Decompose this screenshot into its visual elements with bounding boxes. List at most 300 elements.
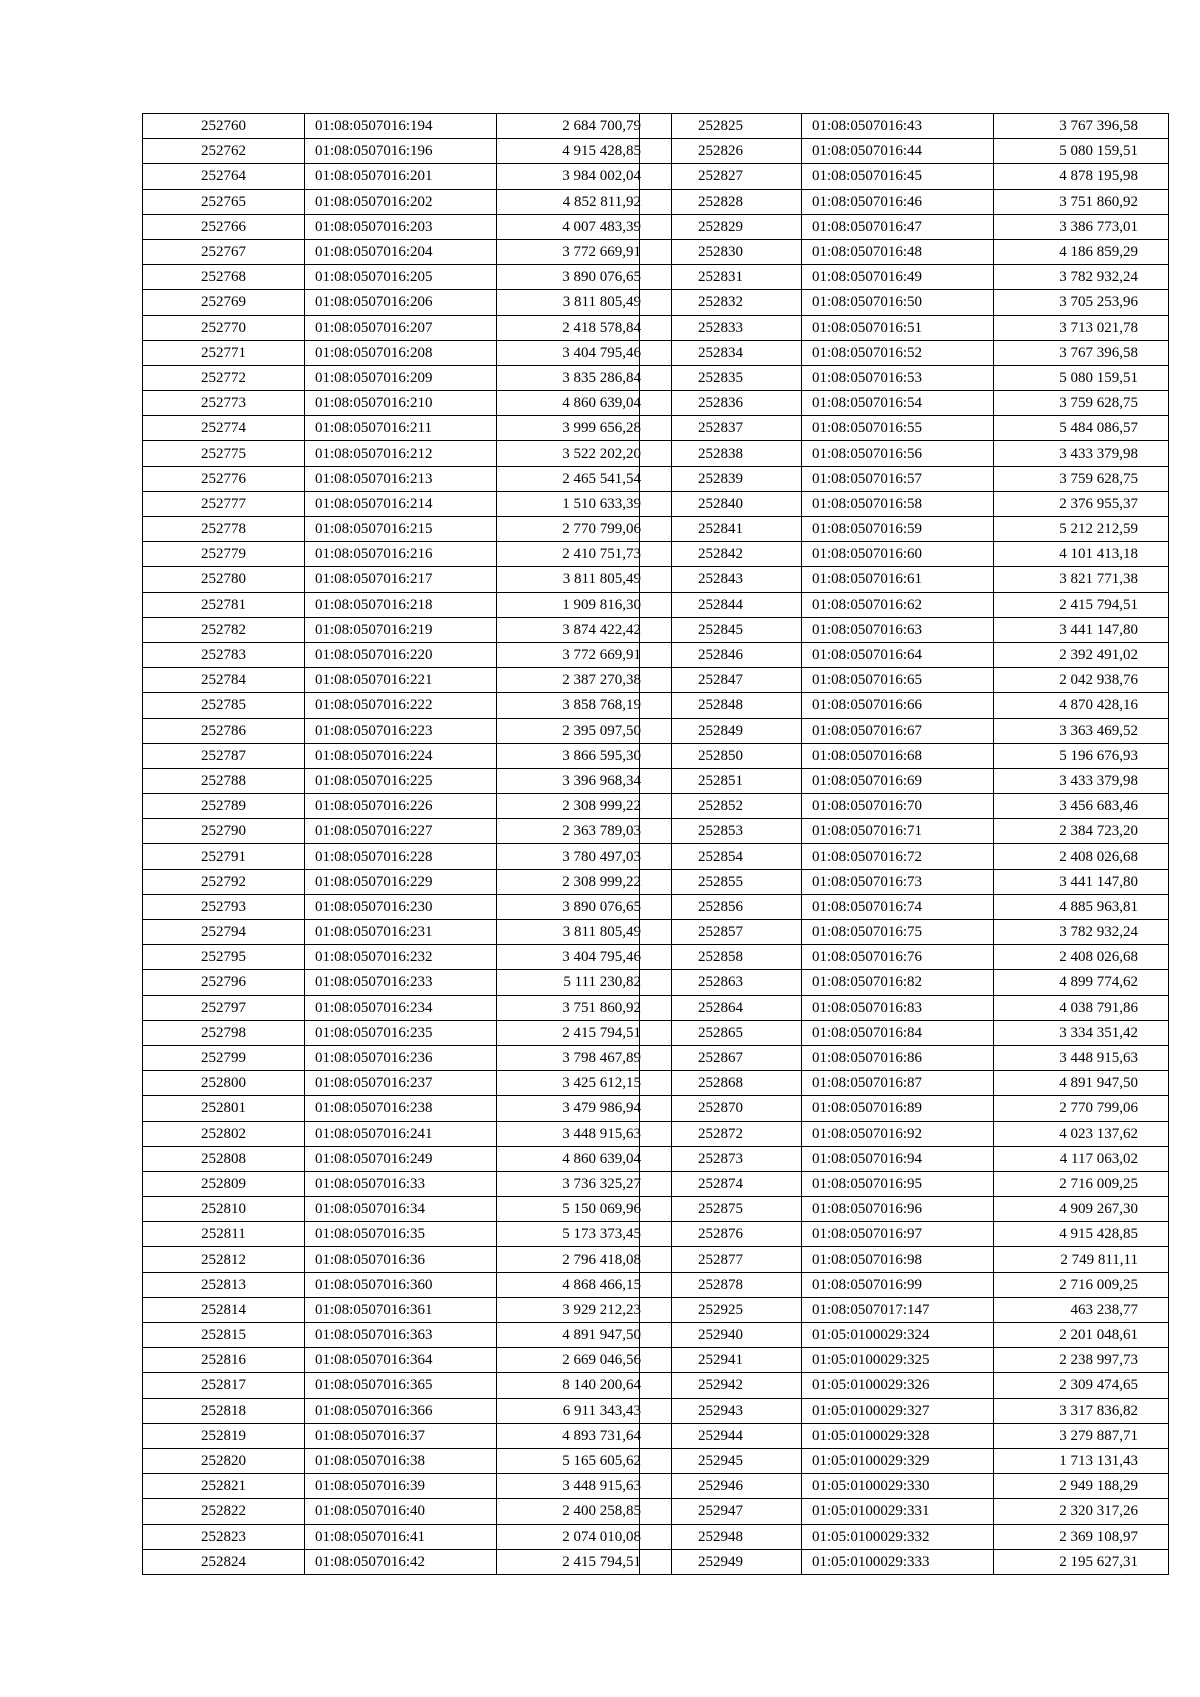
cadastral-number-cell: 01:08:0507016:46: [802, 189, 994, 214]
cadastral-number-cell: 01:08:0507016:47: [802, 214, 994, 239]
table-row: [143, 1272, 672, 1297]
cadastral-number-cell: 01:08:0507016:364: [305, 1348, 497, 1373]
record-number-cell: 252829: [640, 214, 802, 239]
record-number-cell: 252800: [143, 1071, 305, 1096]
cadastral-number-cell: 01:08:0507016:69: [802, 768, 994, 793]
table-row: [143, 693, 672, 718]
value-cell: 3 890 076,65: [497, 265, 672, 290]
cadastral-number-cell: 01:08:0507016:360: [305, 1272, 497, 1297]
cadastral-number-cell: 01:08:0507016:205: [305, 265, 497, 290]
table-row: [143, 1045, 672, 1070]
record-number-cell: 252867: [640, 1045, 802, 1070]
table-row: [143, 1297, 672, 1322]
record-number-cell: 252853: [640, 819, 802, 844]
value-cell: 2 749 811,11: [994, 1247, 1169, 1272]
record-number-cell: 252825: [640, 114, 802, 139]
record-number-cell: 252854: [640, 844, 802, 869]
value-cell: 3 522 202,20: [497, 441, 672, 466]
record-number-cell: 252788: [143, 768, 305, 793]
value-cell: 3 479 986,94: [497, 1096, 672, 1121]
value-cell: 3 751 860,92: [994, 189, 1169, 214]
cadastral-number-cell: 01:08:0507016:203: [305, 214, 497, 239]
cadastral-number-cell: 01:08:0507016:70: [802, 794, 994, 819]
record-number-cell: 252865: [640, 1020, 802, 1045]
cadastral-number-cell: 01:08:0507016:221: [305, 668, 497, 693]
record-number-cell: 252877: [640, 1247, 802, 1272]
table-row: [640, 1474, 1169, 1499]
record-number-cell: 252817: [143, 1373, 305, 1398]
cadastral-number-cell: 01:08:0507016:94: [802, 1146, 994, 1171]
cadastral-number-cell: 01:08:0507016:52: [802, 340, 994, 365]
table-row: [640, 139, 1169, 164]
record-number-cell: 252811: [143, 1222, 305, 1247]
value-cell: 4 007 483,39: [497, 214, 672, 239]
record-number-cell: 252815: [143, 1323, 305, 1348]
value-cell: 3 279 887,71: [994, 1423, 1169, 1448]
record-number-cell: 252868: [640, 1071, 802, 1096]
value-cell: 3 433 379,98: [994, 768, 1169, 793]
value-cell: 3 811 805,49: [497, 920, 672, 945]
record-number-cell: 252851: [640, 768, 802, 793]
record-number-cell: 252944: [640, 1423, 802, 1448]
table-row: [143, 365, 672, 390]
value-cell: 2 042 938,76: [994, 668, 1169, 693]
value-cell: 6 911 343,43: [497, 1398, 672, 1423]
table-row: [640, 1549, 1169, 1574]
value-cell: 5 111 230,82: [497, 970, 672, 995]
table-row: [143, 642, 672, 667]
record-number-cell: 252948: [640, 1524, 802, 1549]
cadastral-number-cell: 01:08:0507016:361: [305, 1297, 497, 1322]
table-row: [143, 1448, 672, 1473]
value-cell: 2 395 097,50: [497, 718, 672, 743]
cadastral-number-cell: 01:08:0507016:207: [305, 315, 497, 340]
cadastral-number-cell: 01:08:0507016:56: [802, 441, 994, 466]
table-row: [143, 844, 672, 869]
table-row: [640, 1272, 1169, 1297]
record-number-cell: 252765: [143, 189, 305, 214]
record-number-cell: 252856: [640, 894, 802, 919]
left-table-body: [143, 114, 672, 1575]
table-row: [640, 1222, 1169, 1247]
record-number-cell: 252760: [143, 114, 305, 139]
table-row: [640, 1373, 1169, 1398]
cadastral-number-cell: 01:08:0507016:63: [802, 617, 994, 642]
value-cell: 3 441 147,80: [994, 617, 1169, 642]
value-cell: 4 038 791,86: [994, 995, 1169, 1020]
value-cell: 3 999 656,28: [497, 416, 672, 441]
cadastral-number-cell: 01:08:0507016:99: [802, 1272, 994, 1297]
record-number-cell: 252808: [143, 1146, 305, 1171]
cadastral-number-cell: 01:08:0507016:59: [802, 517, 994, 542]
cadastral-number-cell: 01:08:0507016:71: [802, 819, 994, 844]
value-cell: 2 309 474,65: [994, 1373, 1169, 1398]
cadastral-number-cell: 01:05:0100029:324: [802, 1323, 994, 1348]
table-row: [143, 542, 672, 567]
table-row: [640, 164, 1169, 189]
cadastral-number-cell: 01:08:0507016:55: [802, 416, 994, 441]
cadastral-number-cell: 01:05:0100029:327: [802, 1398, 994, 1423]
record-number-cell: 252876: [640, 1222, 802, 1247]
value-cell: 5 173 373,45: [497, 1222, 672, 1247]
cadastral-number-cell: 01:08:0507016:225: [305, 768, 497, 793]
table-row: [640, 466, 1169, 491]
record-number-cell: 252857: [640, 920, 802, 945]
table-row: [143, 668, 672, 693]
record-number-cell: 252812: [143, 1247, 305, 1272]
record-number-cell: 252768: [143, 265, 305, 290]
value-cell: 3 713 021,78: [994, 315, 1169, 340]
table-row: [143, 1398, 672, 1423]
cadastral-number-cell: 01:08:0507016:33: [305, 1171, 497, 1196]
table-row: [640, 1146, 1169, 1171]
cadastral-number-cell: 01:08:0507016:36: [305, 1247, 497, 1272]
record-number-cell: 252789: [143, 794, 305, 819]
value-cell: 3 334 351,42: [994, 1020, 1169, 1045]
value-cell: 3 782 932,24: [994, 920, 1169, 945]
value-cell: 2 669 046,56: [497, 1348, 672, 1373]
record-number-cell: 252827: [640, 164, 802, 189]
record-number-cell: 252773: [143, 391, 305, 416]
table-row: [640, 1171, 1169, 1196]
cadastral-number-cell: 01:08:0507016:89: [802, 1096, 994, 1121]
cadastral-number-cell: 01:08:0507016:229: [305, 869, 497, 894]
cadastral-number-cell: 01:08:0507016:54: [802, 391, 994, 416]
record-number-cell: 252940: [640, 1323, 802, 1348]
table-row: [143, 340, 672, 365]
cadastral-number-cell: 01:08:0507016:76: [802, 945, 994, 970]
value-cell: 2 796 418,08: [497, 1247, 672, 1272]
cadastral-number-cell: 01:08:0507016:363: [305, 1323, 497, 1348]
value-cell: 463 238,77: [994, 1297, 1169, 1322]
value-cell: 2 418 578,84: [497, 315, 672, 340]
table-row: [143, 517, 672, 542]
table-row: [640, 1524, 1169, 1549]
cadastral-number-cell: 01:05:0100029:329: [802, 1448, 994, 1473]
cadastral-number-cell: 01:08:0507016:74: [802, 894, 994, 919]
cadastral-number-cell: 01:08:0507016:217: [305, 567, 497, 592]
cadastral-number-cell: 01:08:0507016:62: [802, 592, 994, 617]
table-row: [640, 391, 1169, 416]
value-cell: 3 858 768,19: [497, 693, 672, 718]
record-number-cell: 252855: [640, 869, 802, 894]
value-cell: 4 899 774,62: [994, 970, 1169, 995]
cadastral-number-cell: 01:05:0100029:332: [802, 1524, 994, 1549]
value-cell: 3 404 795,46: [497, 340, 672, 365]
cadastral-number-cell: 01:08:0507016:215: [305, 517, 497, 542]
table-row: [143, 819, 672, 844]
value-cell: 3 874 422,42: [497, 617, 672, 642]
record-number-cell: 252810: [143, 1197, 305, 1222]
cadastral-number-cell: 01:08:0507016:75: [802, 920, 994, 945]
cadastral-number-cell: 01:08:0507016:98: [802, 1247, 994, 1272]
record-number-cell: 252832: [640, 290, 802, 315]
value-cell: 3 759 628,75: [994, 466, 1169, 491]
cadastral-number-cell: 01:08:0507016:67: [802, 718, 994, 743]
table-row: [640, 945, 1169, 970]
cadastral-number-cell: 01:08:0507016:223: [305, 718, 497, 743]
table-row: [143, 1071, 672, 1096]
table-row: [640, 214, 1169, 239]
value-cell: 3 782 932,24: [994, 265, 1169, 290]
value-cell: 3 448 915,63: [497, 1474, 672, 1499]
cadastral-number-cell: 01:08:0507016:35: [305, 1222, 497, 1247]
cadastral-number-cell: 01:08:0507016:57: [802, 466, 994, 491]
value-cell: 3 386 773,01: [994, 214, 1169, 239]
right-table-body: [640, 114, 1169, 1575]
record-number-cell: 252783: [143, 642, 305, 667]
value-cell: 4 915 428,85: [994, 1222, 1169, 1247]
value-cell: 3 929 212,23: [497, 1297, 672, 1322]
table-row: [143, 1549, 672, 1574]
value-cell: 2 408 026,68: [994, 844, 1169, 869]
table-row: [143, 491, 672, 516]
record-number-cell: 252778: [143, 517, 305, 542]
record-number-cell: 252802: [143, 1121, 305, 1146]
value-cell: 3 317 836,82: [994, 1398, 1169, 1423]
value-cell: 3 890 076,65: [497, 894, 672, 919]
record-number-cell: 252864: [640, 995, 802, 1020]
record-number-cell: 252849: [640, 718, 802, 743]
value-cell: 4 891 947,50: [497, 1323, 672, 1348]
table-row: [143, 1499, 672, 1524]
cadastral-number-cell: 01:08:0507016:51: [802, 315, 994, 340]
cadastral-number-cell: 01:08:0507016:61: [802, 567, 994, 592]
record-number-cell: 252775: [143, 441, 305, 466]
table-row: [640, 1096, 1169, 1121]
table-row: [640, 1071, 1169, 1096]
table-row: [143, 768, 672, 793]
record-number-cell: 252790: [143, 819, 305, 844]
table-row: [143, 869, 672, 894]
cadastral-number-cell: 01:08:0507016:44: [802, 139, 994, 164]
value-cell: 2 770 799,06: [994, 1096, 1169, 1121]
table-row: [143, 1323, 672, 1348]
record-number-cell: 252844: [640, 592, 802, 617]
record-number-cell: 252838: [640, 441, 802, 466]
value-cell: 3 759 628,75: [994, 391, 1169, 416]
value-cell: 4 891 947,50: [994, 1071, 1169, 1096]
value-cell: 3 441 147,80: [994, 869, 1169, 894]
record-number-cell: 252834: [640, 340, 802, 365]
value-cell: 2 308 999,22: [497, 869, 672, 894]
cadastral-number-cell: 01:08:0507016:213: [305, 466, 497, 491]
table-row: [640, 718, 1169, 743]
record-number-cell: 252823: [143, 1524, 305, 1549]
cadastral-number-cell: 01:08:0507016:231: [305, 920, 497, 945]
record-number-cell: 252820: [143, 1448, 305, 1473]
cadastral-number-cell: 01:08:0507016:235: [305, 1020, 497, 1045]
value-cell: 2 415 794,51: [497, 1549, 672, 1574]
table-row: [143, 1222, 672, 1247]
record-number-cell: 252942: [640, 1373, 802, 1398]
cadastral-number-cell: 01:08:0507016:43: [802, 114, 994, 139]
table-row: [143, 1373, 672, 1398]
value-cell: 3 811 805,49: [497, 567, 672, 592]
table-row: [143, 441, 672, 466]
record-number-cell: 252793: [143, 894, 305, 919]
cadastral-number-cell: 01:08:0507016:241: [305, 1121, 497, 1146]
value-cell: 4 870 428,16: [994, 693, 1169, 718]
cadastral-number-cell: 01:08:0507016:218: [305, 592, 497, 617]
table-row: [143, 214, 672, 239]
value-cell: 3 363 469,52: [994, 718, 1169, 743]
record-number-cell: 252767: [143, 239, 305, 264]
record-number-cell: 252766: [143, 214, 305, 239]
value-cell: 3 751 860,92: [497, 995, 672, 1020]
value-cell: 2 320 317,26: [994, 1499, 1169, 1524]
table-row: [640, 340, 1169, 365]
cadastral-number-cell: 01:08:0507016:365: [305, 1373, 497, 1398]
cadastral-number-cell: 01:08:0507016:210: [305, 391, 497, 416]
table-row: [143, 1423, 672, 1448]
record-number-cell: 252842: [640, 542, 802, 567]
record-number-cell: 252818: [143, 1398, 305, 1423]
value-cell: 2 369 108,97: [994, 1524, 1169, 1549]
table-row: [640, 189, 1169, 214]
cadastral-number-cell: 01:08:0507016:84: [802, 1020, 994, 1045]
cadastral-number-cell: 01:08:0507016:41: [305, 1524, 497, 1549]
cadastral-number-cell: 01:08:0507016:237: [305, 1071, 497, 1096]
value-cell: 4 885 963,81: [994, 894, 1169, 919]
cadastral-number-cell: 01:08:0507016:233: [305, 970, 497, 995]
record-number-cell: 252873: [640, 1146, 802, 1171]
table-row: [143, 466, 672, 491]
cadastral-number-cell: 01:08:0507016:230: [305, 894, 497, 919]
cadastral-number-cell: 01:05:0100029:331: [802, 1499, 994, 1524]
cadastral-number-cell: 01:08:0507016:220: [305, 642, 497, 667]
table-row: [640, 920, 1169, 945]
table-row: [640, 416, 1169, 441]
record-number-cell: 252785: [143, 693, 305, 718]
table-row: [143, 1474, 672, 1499]
value-cell: 5 484 086,57: [994, 416, 1169, 441]
table-row: [640, 869, 1169, 894]
cadastral-number-cell: 01:08:0507016:42: [305, 1549, 497, 1574]
record-number-cell: 252780: [143, 567, 305, 592]
value-cell: 3 866 595,30: [497, 743, 672, 768]
record-number-cell: 252836: [640, 391, 802, 416]
record-number-cell: 252945: [640, 1448, 802, 1473]
value-cell: 4 101 413,18: [994, 542, 1169, 567]
value-cell: 4 868 466,15: [497, 1272, 672, 1297]
table-row: [640, 567, 1169, 592]
cadastral-number-cell: 01:08:0507016:95: [802, 1171, 994, 1196]
cadastral-number-cell: 01:05:0100029:326: [802, 1373, 994, 1398]
cadastral-number-cell: 01:08:0507016:49: [802, 265, 994, 290]
record-number-cell: 252831: [640, 265, 802, 290]
cadastral-number-cell: 01:08:0507016:64: [802, 642, 994, 667]
table-row: [640, 1348, 1169, 1373]
value-cell: 2 238 997,73: [994, 1348, 1169, 1373]
record-number-cell: 252826: [640, 139, 802, 164]
cadastral-number-cell: 01:08:0507016:201: [305, 164, 497, 189]
value-cell: 3 767 396,58: [994, 114, 1169, 139]
cadastral-number-cell: 01:08:0507016:196: [305, 139, 497, 164]
table-row: [640, 668, 1169, 693]
value-cell: 3 425 612,15: [497, 1071, 672, 1096]
table-row: [143, 114, 672, 139]
record-number-cell: 252875: [640, 1197, 802, 1222]
value-cell: 8 140 200,64: [497, 1373, 672, 1398]
cadastral-number-cell: 01:08:0507016:228: [305, 844, 497, 869]
table-row: [640, 1197, 1169, 1222]
value-cell: 3 705 253,96: [994, 290, 1169, 315]
table-row: [640, 794, 1169, 819]
table-row: [143, 894, 672, 919]
value-cell: 3 767 396,58: [994, 340, 1169, 365]
record-number-cell: 252821: [143, 1474, 305, 1499]
table-row: [640, 617, 1169, 642]
table-row: [640, 592, 1169, 617]
cadastral-number-cell: 01:08:0507016:96: [802, 1197, 994, 1222]
cadastral-number-cell: 01:08:0507016:236: [305, 1045, 497, 1070]
value-cell: 2 376 955,37: [994, 491, 1169, 516]
cadastral-number-cell: 01:08:0507016:224: [305, 743, 497, 768]
table-row: [640, 894, 1169, 919]
cadastral-number-cell: 01:08:0507016:219: [305, 617, 497, 642]
table-row: [640, 768, 1169, 793]
table-row: [143, 139, 672, 164]
table-row: [143, 718, 672, 743]
value-cell: 3 772 669,91: [497, 642, 672, 667]
value-cell: 4 860 639,04: [497, 1146, 672, 1171]
record-number-cell: 252878: [640, 1272, 802, 1297]
cadastral-number-cell: 01:08:0507016:206: [305, 290, 497, 315]
table-row: [640, 819, 1169, 844]
value-cell: 2 410 751,73: [497, 542, 672, 567]
record-number-cell: 252794: [143, 920, 305, 945]
record-number-cell: 252828: [640, 189, 802, 214]
table-row: [640, 1020, 1169, 1045]
record-number-cell: 252787: [143, 743, 305, 768]
record-number-cell: 252795: [143, 945, 305, 970]
cadastral-number-cell: 01:08:0507016:214: [305, 491, 497, 516]
table-row: [640, 315, 1169, 340]
value-cell: 3 811 805,49: [497, 290, 672, 315]
value-cell: 4 909 267,30: [994, 1197, 1169, 1222]
record-number-cell: 252777: [143, 491, 305, 516]
value-cell: 3 798 467,89: [497, 1045, 672, 1070]
value-cell: 3 821 771,38: [994, 567, 1169, 592]
value-cell: 3 835 286,84: [497, 365, 672, 390]
table-row: [143, 391, 672, 416]
record-number-cell: 252801: [143, 1096, 305, 1121]
record-number-cell: 252852: [640, 794, 802, 819]
table-row: [143, 617, 672, 642]
table-row: [143, 1197, 672, 1222]
record-number-cell: 252771: [143, 340, 305, 365]
table-row: [143, 1171, 672, 1196]
value-cell: 2 201 048,61: [994, 1323, 1169, 1348]
cadastral-number-cell: 01:08:0507016:208: [305, 340, 497, 365]
table-row: [143, 1524, 672, 1549]
table-row: [143, 920, 672, 945]
record-number-cell: 252770: [143, 315, 305, 340]
record-number-cell: 252839: [640, 466, 802, 491]
record-number-cell: 252830: [640, 239, 802, 264]
table-row: [640, 542, 1169, 567]
record-number-cell: 252858: [640, 945, 802, 970]
table-row: [143, 290, 672, 315]
table-row: [143, 794, 672, 819]
table-row: [640, 441, 1169, 466]
value-cell: 5 196 676,93: [994, 743, 1169, 768]
cadastral-number-cell: 01:08:0507016:212: [305, 441, 497, 466]
record-number-cell: 252833: [640, 315, 802, 340]
record-number-cell: 252841: [640, 517, 802, 542]
value-cell: 4 117 063,02: [994, 1146, 1169, 1171]
